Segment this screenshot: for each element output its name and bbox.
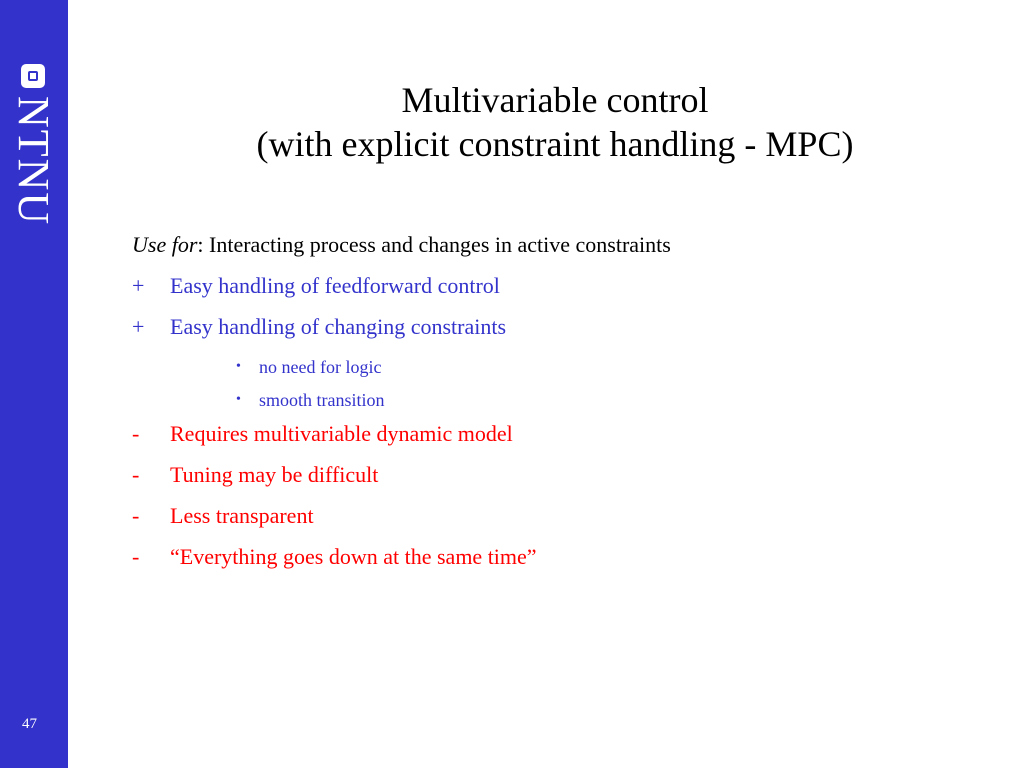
con-item [132,419,992,460]
title-line-1: Multivariable control [401,80,709,120]
minus-marker: - [132,462,140,487]
ntnu-sidebar [0,0,68,768]
use-for-text: : Interacting process and changes in active constraints [197,232,671,257]
minus-marker: - [132,544,140,569]
minus-marker: - [132,503,140,528]
bullet-icon: • [236,359,241,374]
pro-item [132,312,992,353]
con-item-text: Tuning may be difficult [170,462,379,487]
pro-item-text: Easy handling of feedforward control [170,273,500,298]
title-line-2: (with explicit constraint handling - MPC) [256,124,854,164]
con-item-text: Less transparent [170,503,314,528]
slide-title [100,78,1010,166]
ntnu-logo-icon [21,64,45,88]
use-for-line [132,230,992,271]
sub-bullet-item [132,353,992,386]
slide-content [132,230,992,583]
con-item-text: Requires multivariable dynamic model [170,421,513,446]
pro-item [132,271,992,312]
plus-marker: + [132,314,145,339]
con-item [132,501,992,542]
pro-item-text: Easy handling of changing constraints [170,314,507,339]
minus-marker: - [132,421,140,446]
sub-bullet-item [132,386,992,419]
use-for-label: Use for [132,232,198,257]
ntnu-logo-text: NTNU [9,96,58,227]
sub-bullet-text: no need for logic [259,357,382,377]
sub-bullet-text: smooth transition [259,390,385,410]
bullet-icon: • [236,392,241,407]
con-item [132,542,992,583]
con-item [132,460,992,501]
con-item-text: “Everything goes down at the same time” [170,544,537,569]
page-number: 47 [22,716,37,732]
plus-marker: + [132,273,145,298]
